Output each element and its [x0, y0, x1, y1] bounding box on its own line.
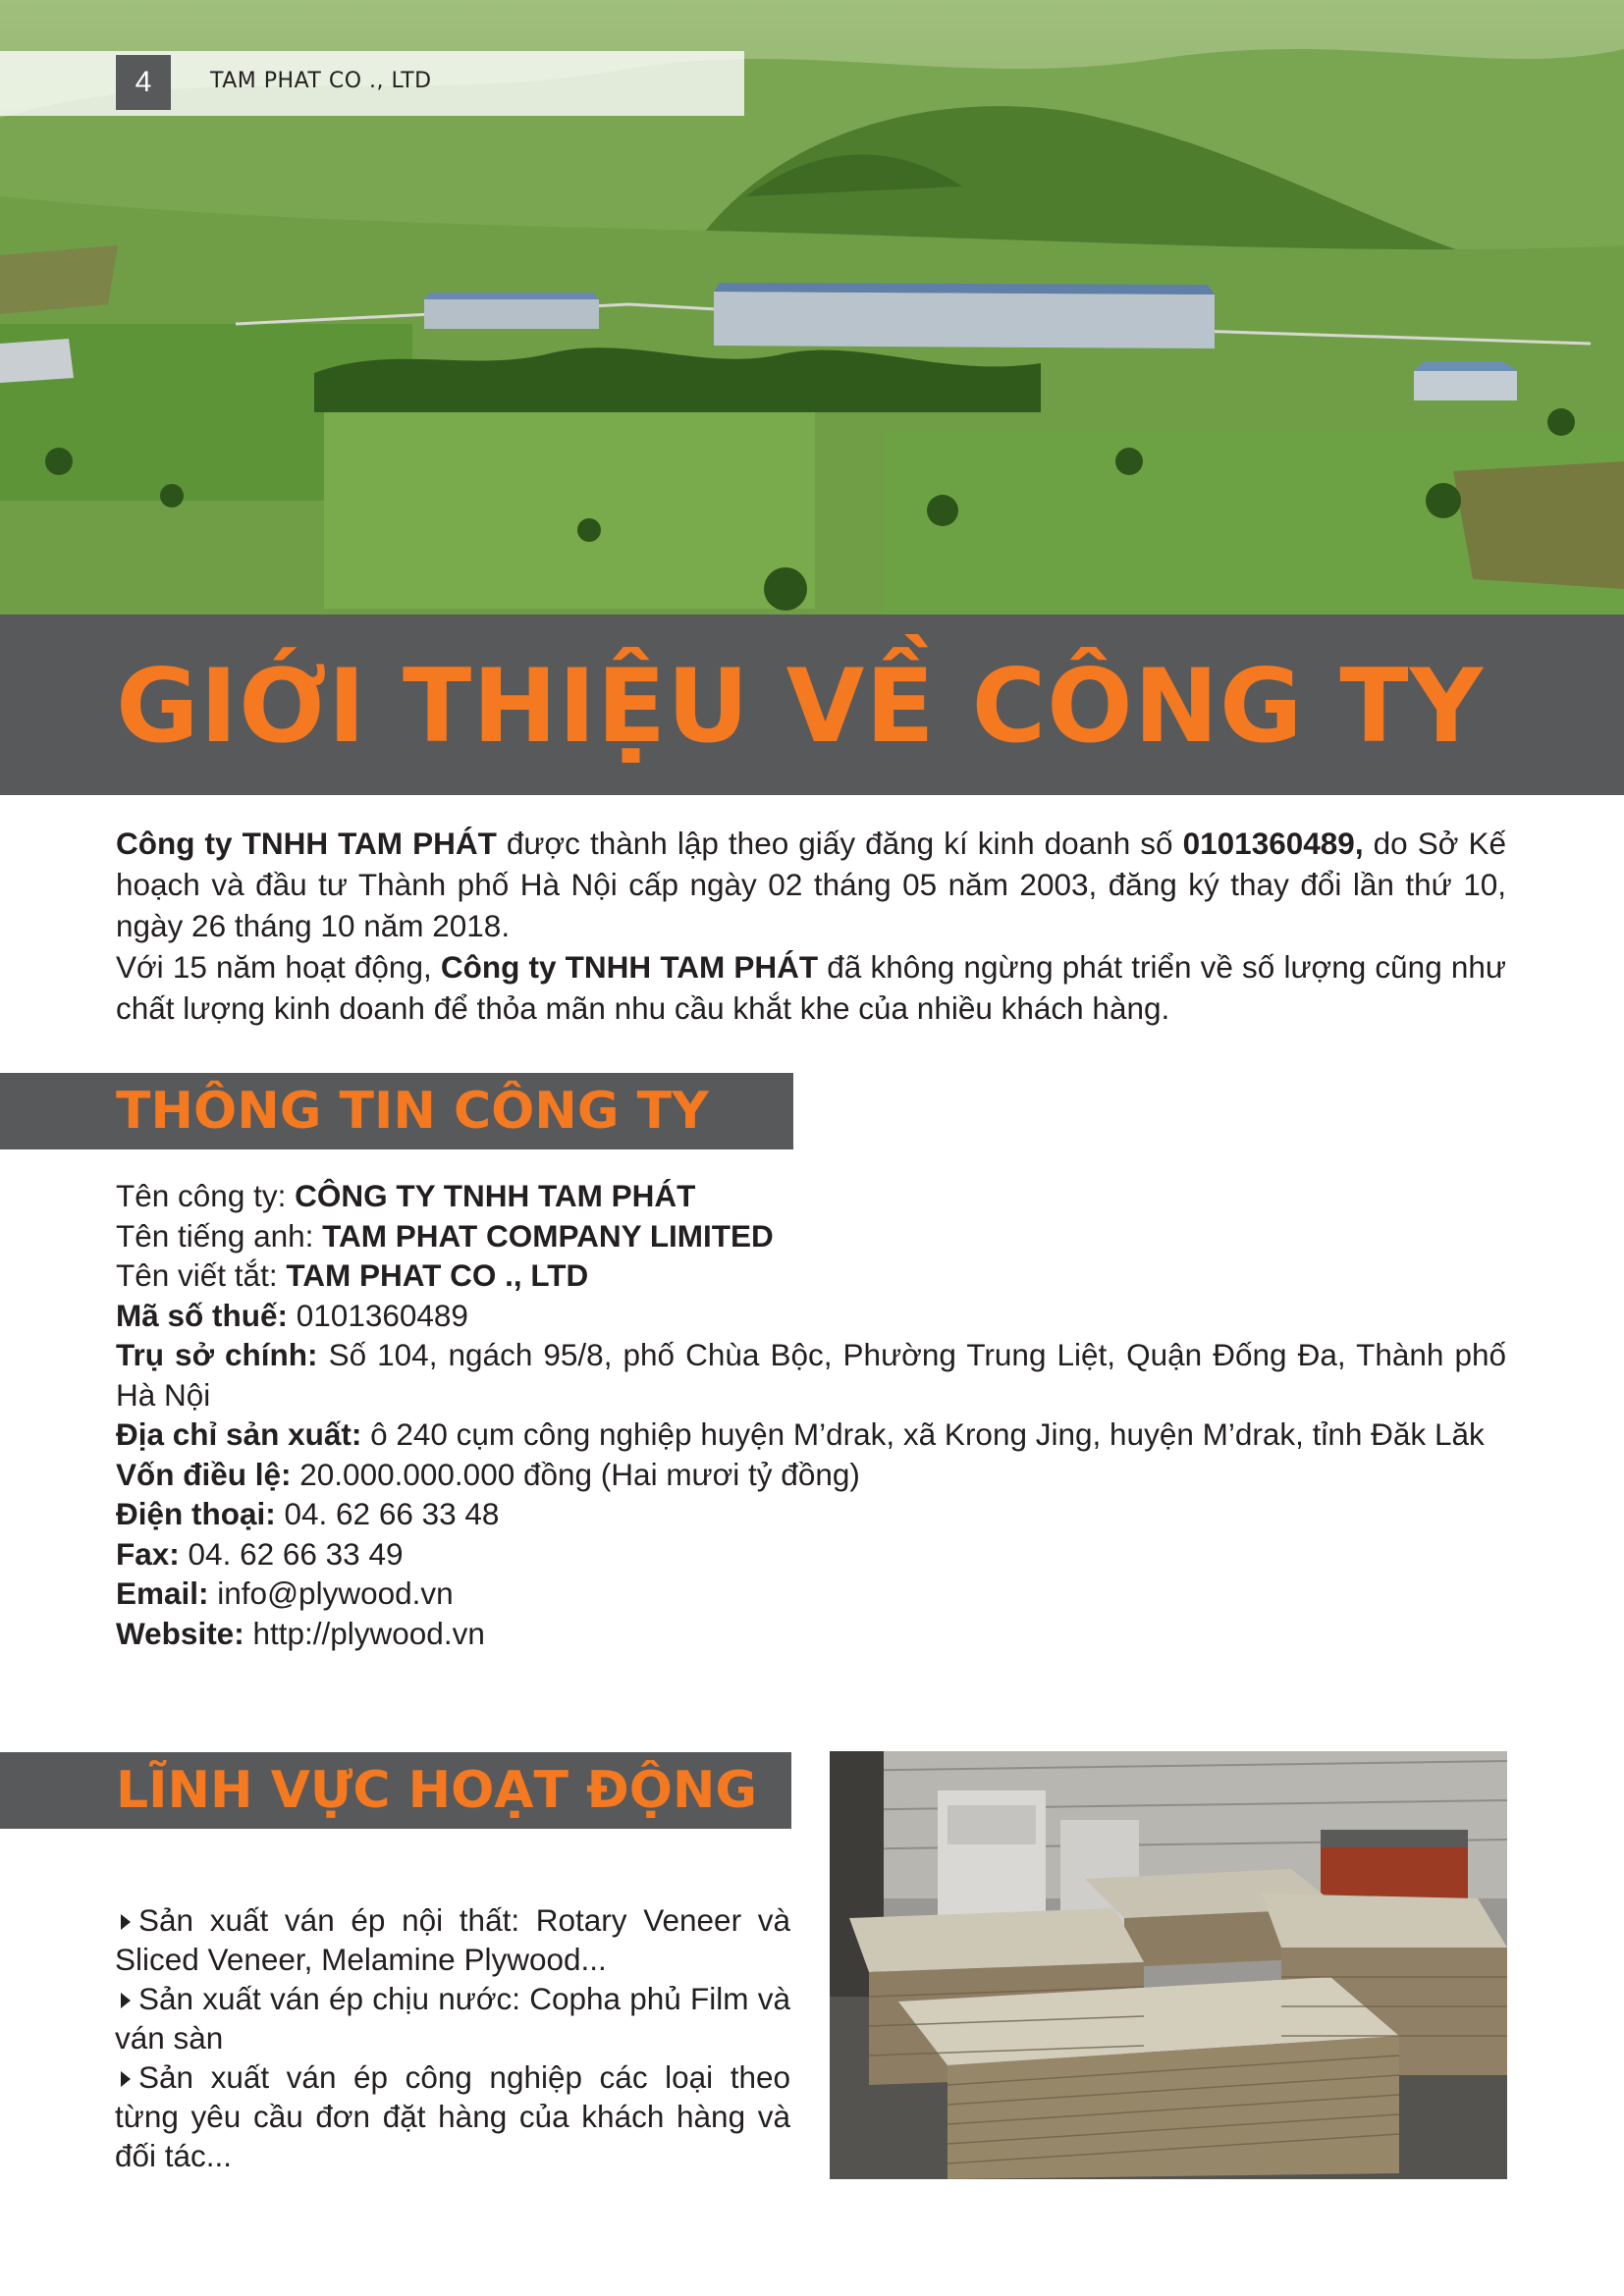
bullet-triangle-icon — [121, 1914, 131, 1930]
bullet-triangle-icon — [121, 1993, 131, 2008]
activity-list — [115, 1900, 790, 2175]
list-item-text: Sản xuất ván ép nội thất: Rotary Veneer và Sliced Veneer, Melamine Plywood... — [115, 1902, 790, 1977]
page-number: 4 — [116, 55, 171, 110]
intro-text-span: được thành lập theo giấy đăng kí kinh doanh số — [496, 826, 1183, 861]
info-row — [116, 1494, 1506, 1534]
list-item-text: Sản xuất ván ép chịu nước: Copha phủ Film và ván sàn — [115, 1981, 790, 2056]
info-row — [116, 1415, 1506, 1455]
list-item — [115, 1979, 790, 2057]
intro-text-span: đã không ngừng phát triển về số lượng cũng như chất lượng kinh doanh để thỏa mãn nhu cầu khắt khe của nhiều khách hàng. — [116, 949, 1506, 1026]
intro-text-span: Với 15 năm hoạt động, — [116, 949, 441, 985]
info-row — [116, 1335, 1506, 1415]
info-label: Tên tiếng anh: — [116, 1217, 323, 1254]
info-label: Tên công ty: — [116, 1178, 296, 1213]
info-row — [116, 1455, 1506, 1495]
intro-paragraph-2 — [116, 946, 1506, 1029]
list-item — [115, 1900, 790, 1979]
info-value: 04. 62 66 33 49 — [179, 1535, 404, 1572]
info-value: TAM PHAT COMPANY LIMITED — [322, 1217, 774, 1254]
section-heading-company-info — [0, 1073, 793, 1149]
info-value: CÔNG TY TNHH TAM PHÁT — [295, 1178, 696, 1213]
intro-text — [116, 823, 1506, 1029]
info-row — [116, 1296, 1506, 1336]
company-info-list — [116, 1176, 1506, 1653]
section-heading-text: THÔNG TIN CÔNG TY — [116, 1082, 709, 1141]
company-name-bold: Công ty TNHH TAM PHÁT — [440, 949, 819, 985]
section-heading-text: LĨNH VỰC HOẠT ĐỘNG — [116, 1761, 758, 1820]
page-title: GIỚI THIỆU VỀ CÔNG TY — [116, 648, 1485, 766]
info-value: Số 104, ngách 95/8, phố Chùa Bộc, Phường Trung Liệt, Quận Đống Đa, Thành phố Hà Nội — [116, 1337, 1506, 1413]
info-value: http://plywood.vn — [244, 1615, 485, 1651]
section-heading-fields — [0, 1752, 791, 1829]
info-label: Địa chỉ sản xuất: — [116, 1416, 362, 1452]
info-value: 20.000.000.000 đồng (Hai mươi tỷ đồng) — [291, 1456, 860, 1492]
info-label: Trụ sở chính: — [116, 1337, 318, 1372]
info-label: Mã số thuế: — [116, 1297, 289, 1333]
list-item-text: Sản xuất ván ép công nghiệp các loại theo từng yêu cầu đơn đặt hàng của khách hàng và đối tác... — [115, 2059, 790, 2173]
info-row — [116, 1255, 1506, 1296]
info-value: info@plywood.vn — [208, 1575, 454, 1611]
company-name-bold: Công ty TNHH TAM PHÁT — [116, 826, 497, 861]
info-label: Fax: — [116, 1535, 180, 1572]
intro-paragraph-1 — [116, 823, 1506, 946]
title-band — [0, 614, 1624, 795]
list-item — [115, 2057, 790, 2175]
info-row — [116, 1216, 1506, 1256]
info-label: Điện thoại: — [116, 1496, 276, 1531]
info-value: 0101360489 — [288, 1297, 468, 1333]
info-label: Tên viết tắt: — [116, 1257, 287, 1293]
info-row — [116, 1534, 1506, 1575]
info-label: Vốn điều lệ: — [116, 1456, 292, 1492]
intro-text-span: do Sở Kế hoạch và đầu tư Thành phố Hà Nội cấp ngày 02 tháng 05 năm 2003, đăng ký thay đổi lần thứ 10, ngày 26 tháng 10 năm 2018. — [116, 826, 1506, 943]
info-value: TAM PHAT CO ., LTD — [286, 1257, 589, 1293]
info-label: Email: — [116, 1575, 209, 1611]
bullet-triangle-icon — [121, 2071, 131, 2087]
info-row — [116, 1574, 1506, 1614]
factory-plywood-image — [830, 1751, 1507, 2179]
info-row — [116, 1614, 1506, 1654]
header-company-name: TAM PHAT CO ., LTD — [210, 69, 432, 93]
info-label: Website: — [116, 1615, 244, 1651]
info-value: ô 240 cụm công nghiệp huyện M’drak, xã Krong Jing, huyện M’drak, tỉnh Đăk Lăk — [361, 1416, 1485, 1452]
registration-number: 0101360489, — [1182, 826, 1364, 861]
info-value: 04. 62 66 33 48 — [275, 1496, 500, 1531]
info-row — [116, 1176, 1506, 1216]
